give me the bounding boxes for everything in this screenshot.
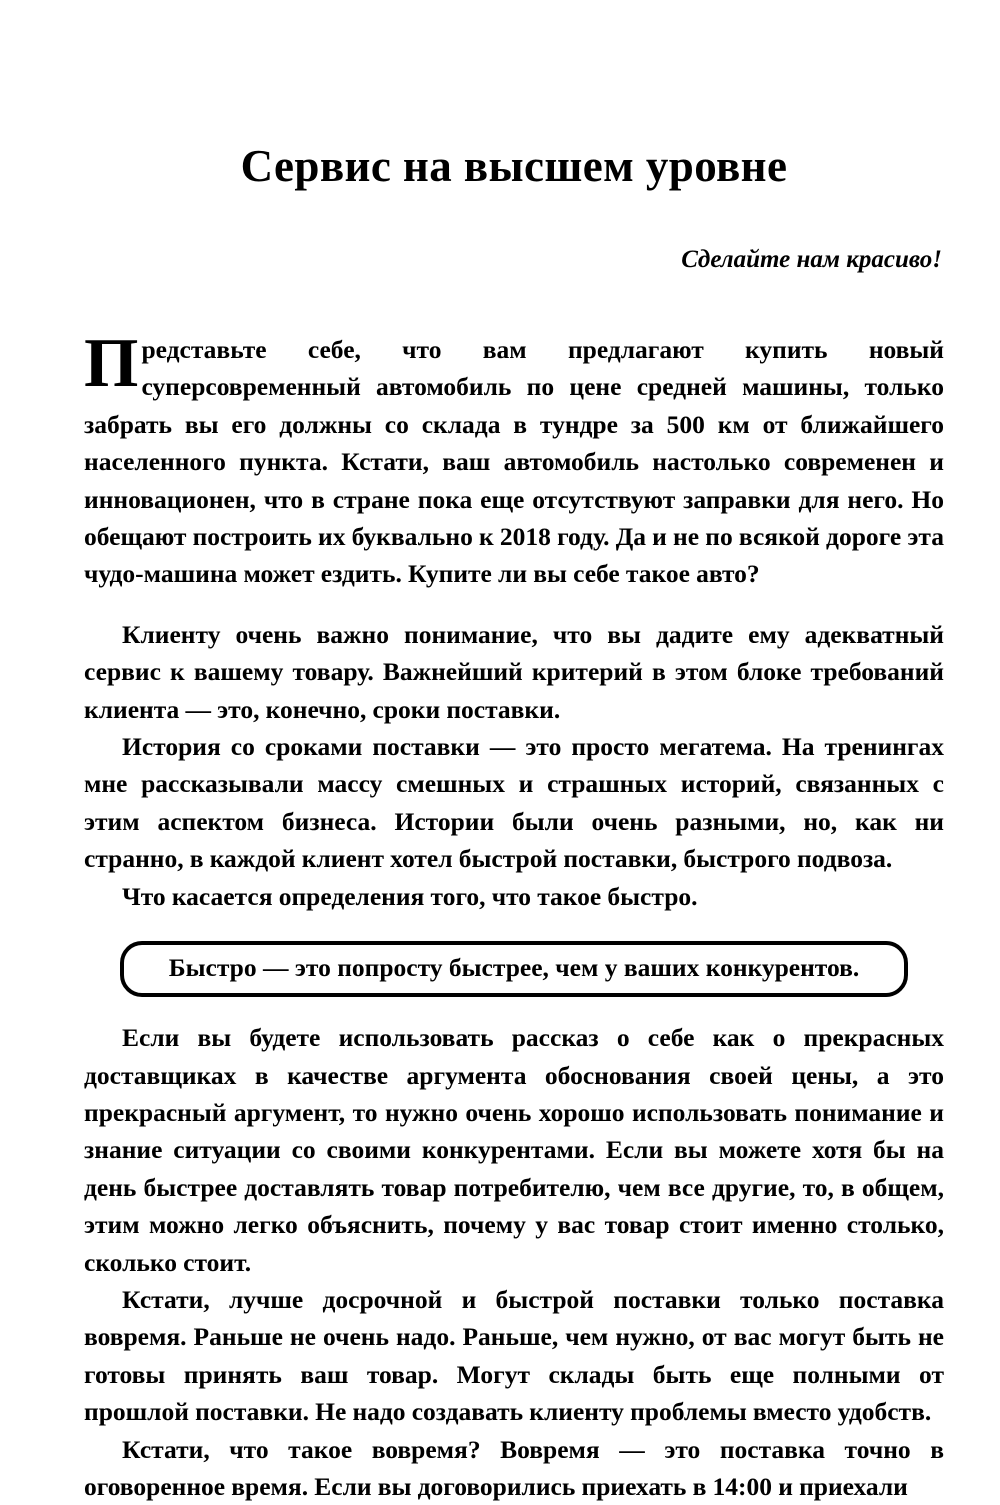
- callout-box: [120, 941, 908, 997]
- paragraph: Кстати, лучше досрочной и быстрой поставки только поставка вовремя. Раньше не очень надо. Раньше, чем нужно, от вас могут быть не готовы принять ваш товар. Могут склады быть еще полными от прошлой поставки. Не надо создавать клиенту проблемы вместо удобств.: [84, 1284, 944, 1427]
- drop-cap-letter: П: [84, 325, 139, 402]
- paragraph: История со сроками поставки — это просто мегатема. На тренингах мне рассказывали массу смешных и страшных историй, связанных с этим аспектом бизнеса. Истории были очень разными, но, как ни странно, в каждой клиент хотел быстрой поставки, быстрого подвоза.: [84, 732, 944, 874]
- intro-paragraph: [84, 325, 944, 593]
- body-text: [84, 275, 944, 1505]
- paragraph: Что касается определения того, что такое быстро.: [122, 881, 698, 911]
- paragraph: Если вы будете использовать рассказ о себе как о прекрасных доставщиках в качестве аргумента обоснования своей цены, а это прекрасный аргумент, то нужно очень хорошо использовать понимание и знание ситуации со своими конкурентами. Если вы можете хотя бы на день быстрее доставлять товар потребителю, чем все другие, то, в общем, этим можно легко объяснить, почему у вас товар стоит именно столько, сколько стоит.: [84, 1023, 944, 1277]
- page-title: Сервис на высшем уровне: [240, 141, 788, 191]
- intro-paragraph-text: редставьте себе, что вам предлагают купить новый суперсовременный автомобиль по цене средней машины, только забрать вы его должны со склада в тундре за 500 км от ближайшего населенного пункта. Кстати, ваш автомобиль настолько современен и инновационен, что в стране пока еще отсутствуют заправки для него. Но обещают построить их буквально к 2018 году. Да и не по всякой дороге эта чудо-машина может ездить. Купите ли вы себе такое авто?: [84, 335, 944, 589]
- paragraph: Клиенту очень важно понимание, что вы дадите ему адекватный сервис к вашему товару. Важнейший критерий в этом блоке требований клиента — это, конечно, сроки поставки.: [84, 619, 944, 724]
- page-content-column: [84, 0, 944, 1505]
- callout-text: Быстро — это попросту быстрее, чем у ваших конкурентов.: [168, 953, 860, 983]
- chapter-epigraph: Сделайте нам красиво!: [681, 246, 942, 273]
- paragraph: Кстати, что такое вовремя? Вовремя — это поставка точно в оговоренное время. Если вы договорились приехать в 14:00 и приехали: [84, 1434, 944, 1501]
- callout-box-wrapper: [84, 941, 944, 997]
